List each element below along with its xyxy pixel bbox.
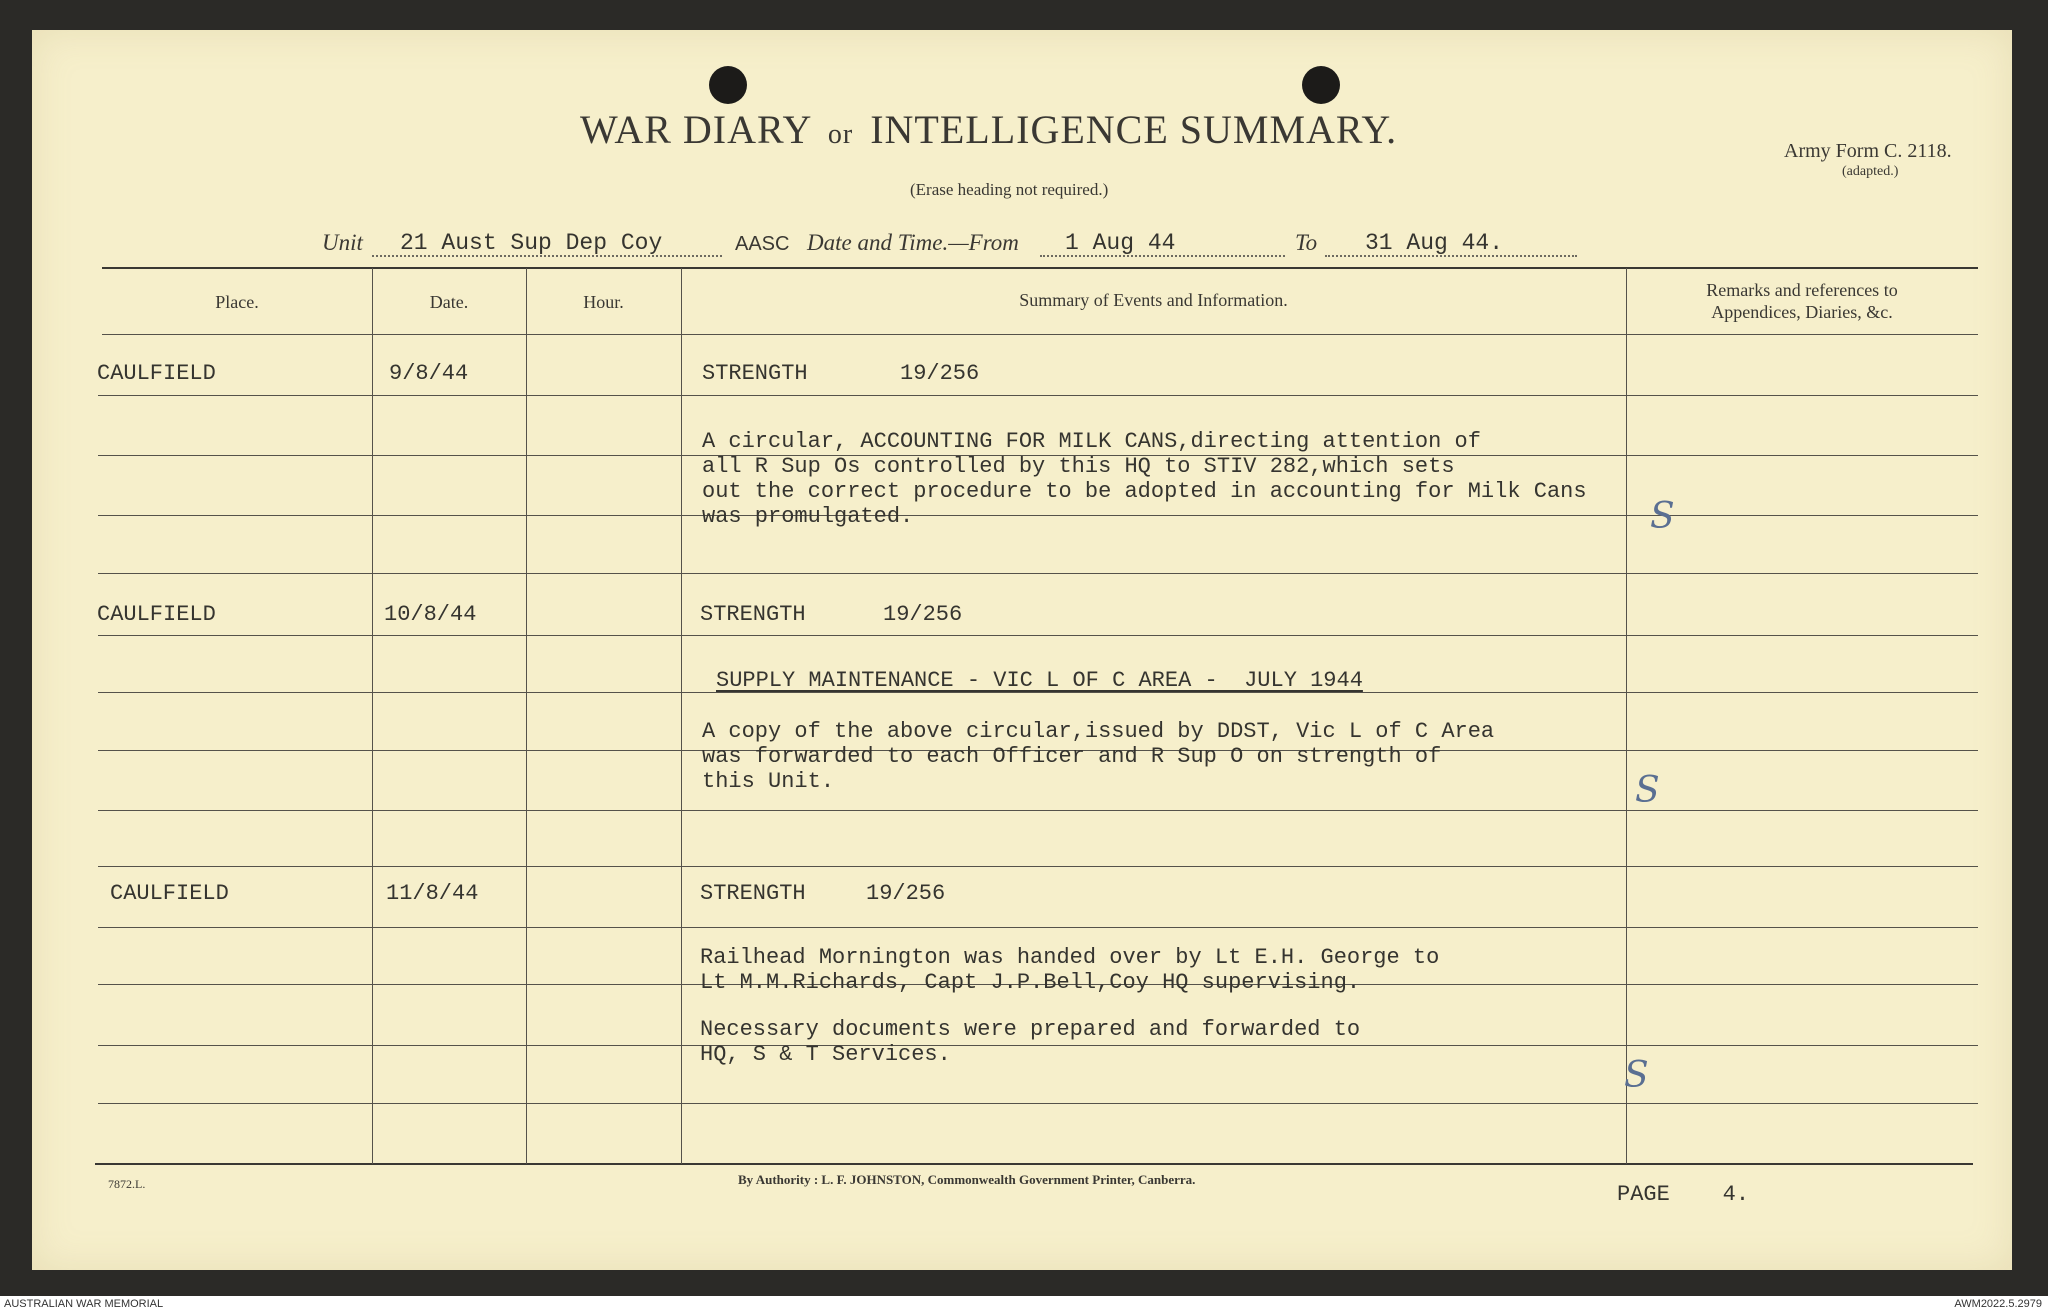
subtitle: (Erase heading not required.) (910, 180, 1109, 199)
punch-hole-right (1302, 66, 1340, 104)
entry-strength-value: 19/256 (883, 602, 963, 627)
summary-line: out the correct procedure to be adopted in accounting for Milk Cans (702, 479, 1587, 504)
row-rule (98, 810, 1978, 811)
army-form-sub: (adapted.) (1842, 164, 1899, 179)
summary-line: all R Sup Os controlled by this HQ to STIV 282,which sets (702, 454, 1455, 479)
summary-line: A circular, ACCOUNTING FOR MILK CANS,directing attention of (702, 429, 1481, 454)
col-header-hour: Hour. (583, 292, 624, 312)
col-header-date: Date. (429, 292, 469, 312)
remarks-initial: S (1650, 496, 1675, 537)
entry-date: 9/8/44 (389, 361, 469, 386)
page-number-block (1617, 1182, 1749, 1207)
entry-summary (702, 429, 1587, 529)
unit-dotted-line (372, 255, 722, 257)
printer-authority: By Authority : L. F. JOHNSTON, Commonwealth Government Printer, Canberra. (738, 1172, 1196, 1187)
summary-line: Railhead Mornington was handed over by Lt E.H. George to (700, 945, 1440, 970)
unit-suffix: AASC (735, 233, 790, 255)
page-number: 4. (1722, 1182, 1750, 1207)
summary-line: was promulgated. (702, 504, 914, 529)
remarks-initial: S (1635, 770, 1660, 811)
column-divider (372, 268, 373, 1164)
entry-place: CAULFIELD (97, 602, 216, 627)
column-divider (1626, 268, 1627, 1164)
title-intelligence-summary: INTELLIGENCE SUMMARY. (870, 107, 1398, 152)
archive-id: AWM2022.5.2979 (1954, 1298, 2042, 1310)
entry-strength-value: 19/256 (900, 361, 980, 386)
row-rule (98, 635, 1978, 636)
column-divider (681, 268, 682, 1164)
row-rule (98, 1103, 1978, 1104)
archive-strip (0, 1296, 2048, 1313)
diary-page (32, 30, 2012, 1270)
from-dotted-line (1040, 255, 1285, 257)
row-rule (98, 927, 1978, 928)
punch-hole-left (709, 66, 747, 104)
summary-line: A copy of the above circular,issued by DDST, Vic L of C Area (702, 719, 1495, 744)
col-header-summary: Summary of Events and Information. (1019, 290, 1288, 310)
entry-strength-value: 19/256 (866, 881, 946, 906)
column-divider (526, 268, 527, 1164)
col-header-place: Place. (215, 292, 259, 312)
header-bottom-rule (102, 334, 1978, 335)
entry-summary (702, 719, 1494, 794)
archive-name: AUSTRALIAN WAR MEMORIAL (4, 1298, 164, 1310)
entry-summary (700, 945, 1439, 995)
page-label: PAGE (1617, 1182, 1670, 1207)
to-value: 31 Aug 44. (1365, 230, 1504, 256)
remarks-initial: S (1624, 1055, 1649, 1096)
entry-strength-label: STRENGTH (702, 361, 808, 386)
table-top-rule (102, 267, 1978, 269)
to-dotted-line (1325, 255, 1577, 257)
summary-line: was forwarded to each Officer and R Sup O on strength of (702, 744, 1442, 769)
row-rule (98, 866, 1978, 867)
form-code: 7872.L. (108, 1177, 146, 1191)
entry-summary-continued (700, 1017, 1360, 1067)
date-label: Date and Time.—From (807, 230, 1019, 255)
entry-strength-label: STRENGTH (700, 881, 806, 906)
summary-line: HQ, S & T Services. (700, 1042, 951, 1067)
entry-place: CAULFIELD (97, 361, 216, 386)
summary-line: this Unit. (702, 769, 835, 794)
unit-value: 21 Aust Sup Dep Coy (400, 230, 663, 256)
page-title (580, 106, 1397, 153)
entry-strength-label: STRENGTH (700, 602, 806, 627)
title-or: or (827, 119, 854, 150)
unit-label: Unit (322, 230, 363, 255)
col-header-remarks-sub: Appendices, Diaries, &c. (1711, 302, 1893, 322)
title-war-diary: WAR DIARY (580, 107, 811, 152)
from-value: 1 Aug 44 (1065, 230, 1176, 256)
col-header-remarks: Remarks and references to (1706, 280, 1898, 300)
entry-date: 11/8/44 (386, 881, 479, 906)
entry-place: CAULFIELD (110, 881, 229, 906)
summary-line: Lt M.M.Richards, Capt J.P.Bell,Coy HQ supervising. (700, 970, 1361, 995)
row-rule (98, 395, 1978, 396)
table-bottom-rule (95, 1163, 1973, 1165)
entry-heading: SUPPLY MAINTENANCE - VIC L OF C AREA - JULY 1944 (716, 668, 1363, 693)
summary-line: Necessary documents were prepared and forwarded to (700, 1017, 1361, 1042)
row-rule (98, 573, 1978, 574)
entry-date: 10/8/44 (384, 602, 477, 627)
army-form-label: Army Form C. 2118. (1784, 140, 1952, 162)
to-label: To (1295, 230, 1318, 255)
